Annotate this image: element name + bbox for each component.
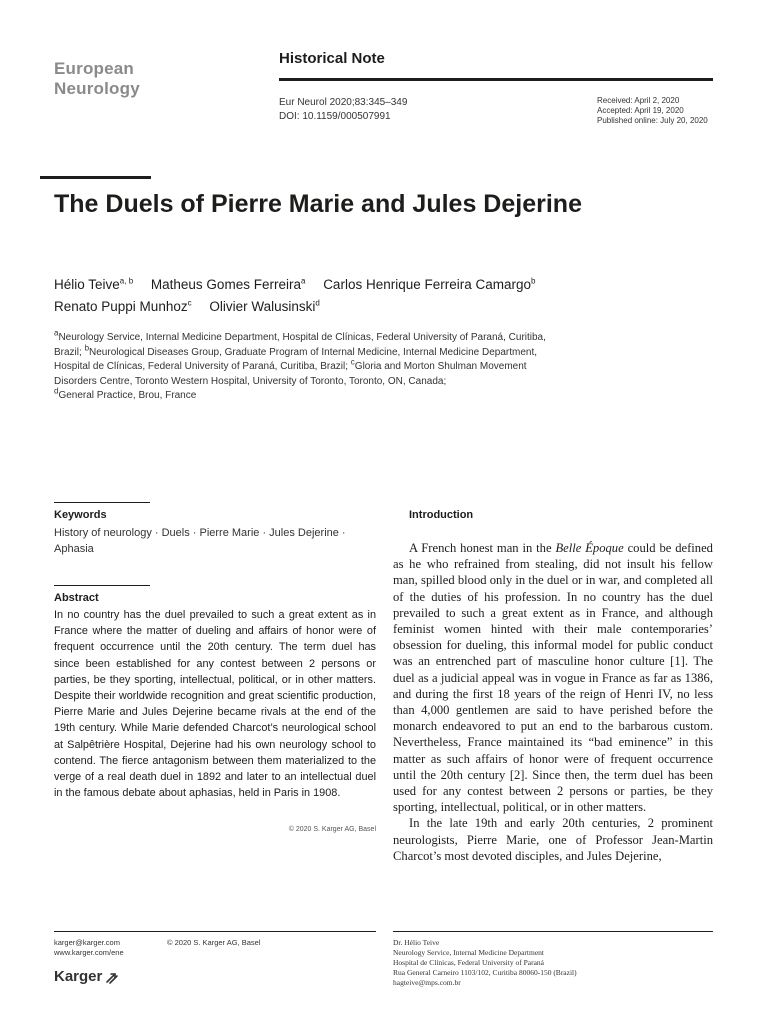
affiliation-marker: b bbox=[84, 343, 90, 353]
author[interactable] bbox=[323, 277, 535, 292]
paragraph-text: could be defined as he who refrained from stealing, did not insult his fellow man, spilled blood only in the duel or in war, and completed all of the duties of his profession. In no country has the duel prevailed to such a great extent as in France, and although feminist women hinted with their male contemporaries’ obsession for dueling, this informal model for public conduct was an entrenched part of masculine honor culture [1]. The duel as a judicial appeal was in vogue in France as far as 1386, and during the first 18 years of the reign of Henri IV, no less than 4,000 gentlemen are said to have perished before the monarch endeavored to put an end to the barbarous custom. Nevertheless, France maintained its “bad eminence” in this matter as such affairs of honor were of frequent occurrence until the 20th century [2]. Since then, the term duel has been used for any contest between 2 persons or parties, be they sporting, intellectual, political, or in other matters. bbox=[393, 541, 713, 815]
paragraph: In the late 19th and early 20th centuries, 2 prominent neurologists, Pierre Marie, one of Professor Jean-Martin Charcot’s most devoted disciples, and Jules Dejerine, bbox=[393, 816, 713, 863]
author-affiliation-marker: a, b bbox=[119, 276, 134, 286]
publisher-website[interactable]: www.karger.com/ene bbox=[54, 948, 124, 957]
author[interactable] bbox=[209, 299, 319, 314]
publisher-email[interactable]: karger@karger.com bbox=[54, 938, 120, 947]
italic-term: Belle Époque bbox=[555, 541, 624, 555]
author-affiliation-marker: a bbox=[300, 276, 306, 286]
author[interactable] bbox=[151, 277, 306, 292]
paragraph bbox=[393, 540, 713, 815]
author[interactable] bbox=[54, 299, 192, 314]
correspondence-line: Rua General Carneiro 1103/102, Curitiba 80060-150 (Brazil) bbox=[393, 968, 577, 977]
affiliation-marker: a bbox=[54, 328, 59, 338]
citation bbox=[279, 96, 407, 124]
footer-rule-right bbox=[393, 931, 713, 932]
karger-arrows-icon bbox=[104, 969, 120, 985]
abstract-copyright: © 2020 S. Karger AG, Basel bbox=[288, 826, 376, 833]
article-dates bbox=[597, 96, 708, 126]
citation-doi[interactable]: DOI: 10.1159/000507991 bbox=[279, 111, 391, 122]
author-name: Olivier Walusinski bbox=[209, 299, 316, 314]
author-name: Carlos Henrique Ferreira Camargo bbox=[323, 277, 532, 292]
title-rule bbox=[40, 176, 151, 179]
introduction-heading: Introduction bbox=[409, 509, 474, 521]
affiliation-marker: c bbox=[350, 357, 355, 367]
publisher-contact bbox=[54, 938, 124, 958]
correspondence-line: Hospital de Clínicas, Federal University of Paraná bbox=[393, 958, 545, 967]
affiliation-text: Neurology Service, Internal Medicine Department, Hospital de Clínicas, Federal University of Paraná, Curitiba, Brazil; bbox=[54, 332, 546, 358]
paragraph-text: A French honest man in the bbox=[409, 541, 556, 555]
author-name: Renato Puppi Munhoz bbox=[54, 299, 188, 314]
abstract-text: In no country has the duel prevailed to such a great extent as in France where the matter of dueling and affairs of honor were of frequent occurrence until the 20th century. The term duel has since been established for any contest between 2 persons or parties, be they sporting, intellectual, political, or in other matters. Despite their worldwide recognition and great scientific production, Pierre Marie and Jules Dejerine became rivals at the end of the 19th century. While Marie defended Charcot’s neurological school at Salpêtrière Hospital, Dejerine had his own neurology school to contend. The fierce antagonism between them materialized to the verge of a real death duel in 1892 and later to an intellectual duel in the famous debate about aphasias, held in Paris in 1908. bbox=[54, 609, 376, 800]
citation-ref: Eur Neurol 2020;83:345–349 bbox=[279, 97, 408, 108]
footer-copyright: © 2020 S. Karger AG, Basel bbox=[167, 938, 261, 947]
publisher-logo bbox=[54, 968, 120, 985]
footer-rule-left bbox=[54, 931, 376, 932]
author-name: Matheus Gomes Ferreira bbox=[150, 277, 301, 292]
correspondence-line: Neurology Service, Internal Medicine Department bbox=[393, 948, 544, 957]
journal-logo bbox=[54, 59, 140, 99]
abstract-heading: Abstract bbox=[54, 592, 99, 604]
date-accepted: Accepted: April 19, 2020 bbox=[597, 106, 684, 115]
date-published: Published online: July 20, 2020 bbox=[597, 116, 708, 125]
affiliation-text: Neurological Diseases Group, Graduate Program of Internal Medicine, Internal Medicine Department, Hospital de Clínicas, Federal University of Paraná, Curitiba, Brazil; bbox=[54, 346, 538, 372]
correspondence-name: Dr. Hélio Teive bbox=[393, 938, 440, 947]
affiliation-text: General Practice, Brou, France bbox=[58, 390, 197, 401]
keywords-heading: Keywords bbox=[54, 509, 107, 521]
correspondence-email[interactable]: hagteive@mps.com.br bbox=[393, 978, 461, 987]
author-affiliation-marker: c bbox=[187, 298, 192, 308]
section-label: Historical Note bbox=[279, 50, 385, 67]
affiliation-text: Gloria and Morton Shulman Movement Disorders Centre, Toronto Western Hospital, University of Toronto, Toronto, ON, Canada; bbox=[54, 361, 527, 387]
article-title: The Duels of Pierre Marie and Jules Dejerine bbox=[54, 190, 582, 218]
introduction-body bbox=[393, 540, 713, 864]
author[interactable] bbox=[54, 277, 133, 292]
journal-logo-line1: European bbox=[54, 59, 135, 78]
date-received: Received: April 2, 2020 bbox=[597, 96, 680, 105]
correspondence bbox=[393, 938, 577, 988]
affiliation-marker: d bbox=[54, 386, 59, 396]
author-affiliation-marker: d bbox=[315, 298, 320, 308]
keywords-text: History of neurology · Duels · Pierre Marie · Jules Dejerine · Aphasia bbox=[54, 527, 346, 555]
publisher-name: Karger bbox=[54, 968, 103, 985]
header-rule bbox=[279, 78, 713, 81]
author-name: Hélio Teive bbox=[54, 277, 120, 292]
affiliation bbox=[54, 386, 197, 401]
abstract-rule bbox=[54, 585, 150, 586]
author-list bbox=[54, 274, 674, 318]
affiliations bbox=[54, 328, 554, 404]
author-affiliation-marker: b bbox=[531, 276, 536, 286]
journal-logo-line2: Neurology bbox=[54, 79, 140, 98]
keywords-rule bbox=[54, 502, 150, 503]
